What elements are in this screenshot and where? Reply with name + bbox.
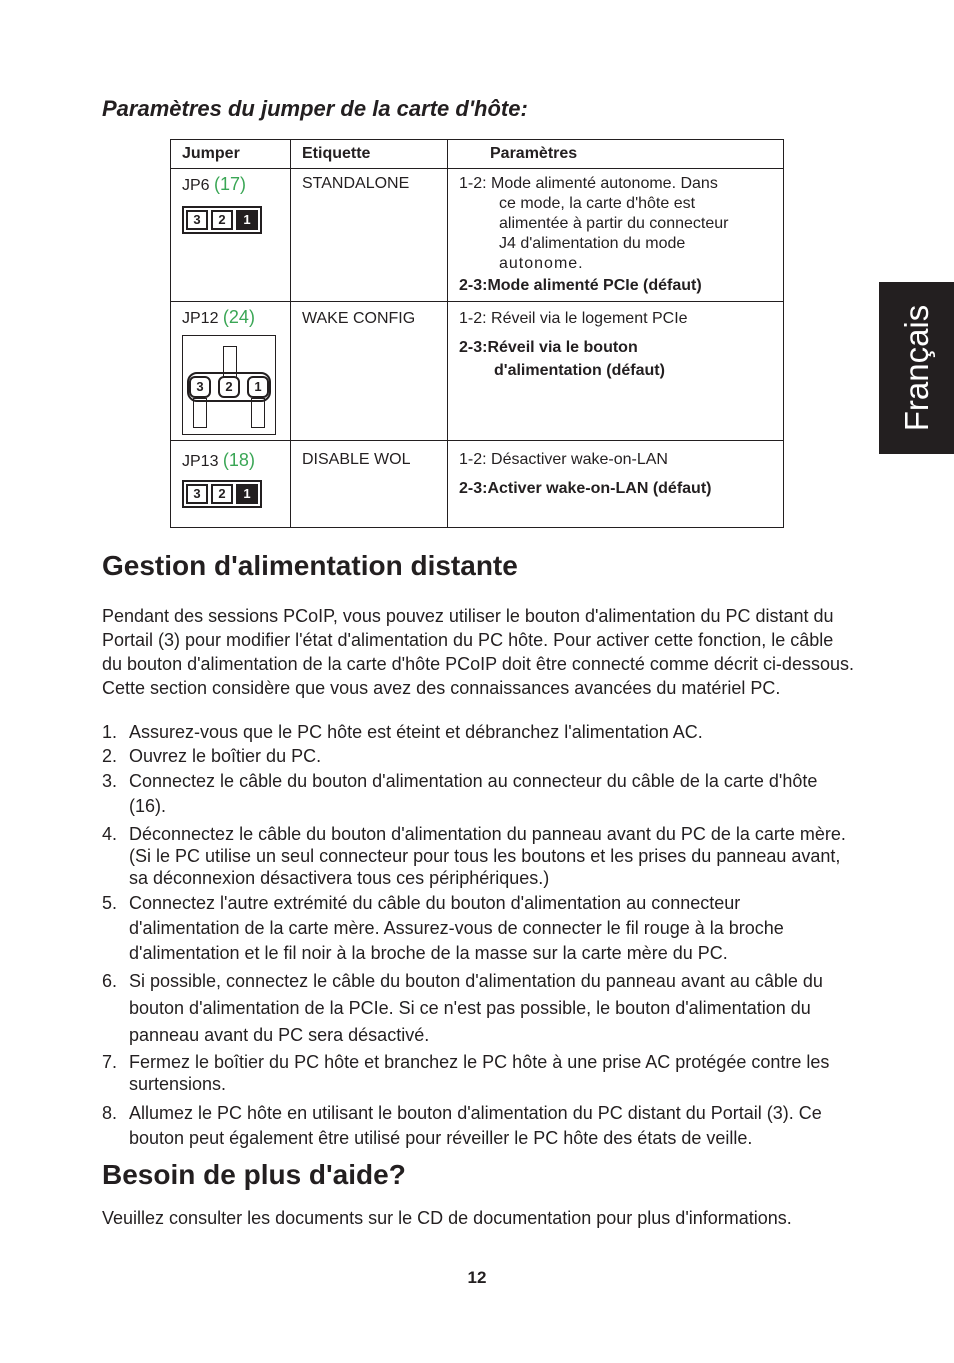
jumper-table (170, 139, 784, 528)
list-item: 4. Déconnectez le câble du bouton d'alimentation du panneau avant du PC de la carte mère. (Si le PC utilise un seul connecteur pour tous les boutons et les prises du panneau avant, sa déconnexion désactivera tous ces périphériques.) (102, 824, 846, 888)
pin-label: 3 (186, 484, 208, 504)
power-section-heading: Gestion d'alimentation distante (102, 550, 518, 581)
pin-label: 1 (236, 484, 258, 504)
setting-text: autonome. (499, 255, 584, 272)
setting-text: alimentée à partir du connecteur (499, 215, 729, 232)
pin-label: 2 (211, 210, 233, 230)
setting-default: d'alimentation (défaut) (494, 362, 665, 379)
help-section-text: Veuillez consulter les documents sur le CD de documentation pour plus d'informations. (102, 1208, 792, 1228)
pin-post (193, 398, 207, 428)
language-tab (879, 282, 954, 454)
params-cell (448, 169, 784, 302)
jumper-id: JP13 (18) (182, 450, 255, 470)
jumper-cell (171, 302, 291, 441)
label-cell: DISABLE WOL (291, 441, 448, 528)
list-item: 1. Assurez-vous que le PC hôte est éteint et débranchez l'alimentation AC. (102, 722, 703, 742)
setting-text: J4 d'alimentation du mode (499, 235, 686, 252)
language-tab-label: Français (897, 304, 935, 432)
jumper-section-heading: Paramètres du jumper de la carte d'hôte: (102, 96, 528, 121)
list-item: 8. Allumez le PC hôte en utilisant le bouton d'alimentation du PC distant du Portail (3). Ce bouton peut également être utilisé pour réveiller le PC hôte des états de veille. (102, 1103, 822, 1148)
pin-label: 2 (218, 376, 240, 398)
label-cell: WAKE CONFIG (291, 302, 448, 441)
jumper-id: JP12 (24) (182, 307, 255, 327)
setting-text: ce mode, la carte d'hôte est (499, 195, 696, 212)
params-cell (448, 441, 784, 528)
pin-label: 3 (186, 210, 208, 230)
column-header-label: Etiquette (291, 140, 448, 169)
jumper-cell (171, 169, 291, 302)
list-item: 5. Connectez l'autre extrémité du câble du bouton d'alimentation au connecteur d'alimentation de la carte mère. Assurez-vous de connecter le fil rouge à la broche d'alimentation et le fil noir à la broche de la masse sur la carte mère du PC. (102, 893, 784, 963)
jumper-pin-diagram (182, 335, 276, 435)
power-steps-list (102, 721, 854, 1151)
jumper-pin-diagram (182, 480, 262, 508)
pin-post (251, 398, 265, 428)
pin-label: 2 (211, 484, 233, 504)
jumper-id: JP6 (17) (182, 174, 247, 194)
setting-default: 2-3:Activer wake-on-LAN (défaut) (459, 480, 712, 497)
table-header-row (171, 140, 784, 169)
help-section-heading: Besoin de plus d'aide? (102, 1159, 406, 1190)
table-row (171, 302, 784, 441)
pin-label: 3 (189, 376, 211, 398)
list-item: 7. Fermez le boîtier du PC hôte et branchez le PC hôte à une prise AC protégée contre les surtensions. (102, 1052, 830, 1094)
list-item: 6. Si possible, connectez le câble du bouton d'alimentation du panneau avant au câble du bouton d'alimentation de la PCIe. Si ce n'est pas possible, le bouton d'alimentation du panneau avant du PC sera désactivé. (102, 971, 823, 1045)
list-item: 3. Connectez le câble du bouton d'alimentation au connecteur du câble de la carte d'hôte (16). (102, 771, 818, 816)
page-number: 12 (467, 1268, 487, 1287)
jumper-cell (171, 441, 291, 528)
setting-text: 1-2: Mode alimenté autonome. Dans (459, 175, 718, 192)
setting-default: 2-3:Mode alimenté PCIe (défaut) (459, 277, 702, 294)
jumper-ref: (24) (222, 307, 255, 327)
params-cell (448, 302, 784, 441)
pin-label: 1 (247, 376, 269, 398)
setting-default: 2-3:Réveil via le bouton (459, 339, 638, 356)
column-header-jumper: Jumper (171, 140, 291, 169)
pin-label: 1 (236, 210, 258, 230)
power-section-intro: Pendant des sessions PCoIP, vous pouvez utiliser le bouton d'alimentation du PC distant du Portail (3) pour modifier l'état d'alimentation du PC hôte. Pour activer cette fonction, le câble du bouton d'alimentation de la carte d'hôte PCoIP doit être connecté comme décrit ci-dessous. Cette section considère que vous avez des connaissances avancées du matériel PC. (102, 606, 854, 698)
list-item: 2. Ouvrez le boîtier du PC. (102, 746, 322, 766)
table-row (171, 441, 784, 528)
setting-text: 1-2: Désactiver wake-on-LAN (459, 451, 668, 468)
table-row (171, 169, 784, 302)
jumper-pin-diagram (182, 206, 262, 234)
setting-text: 1-2: Réveil via le logement PCIe (459, 310, 688, 327)
jumper-ref: (18) (222, 450, 255, 470)
jumper-ref: (17) (214, 174, 247, 194)
column-header-params: Paramètres (448, 140, 784, 169)
label-cell: STANDALONE (291, 169, 448, 302)
